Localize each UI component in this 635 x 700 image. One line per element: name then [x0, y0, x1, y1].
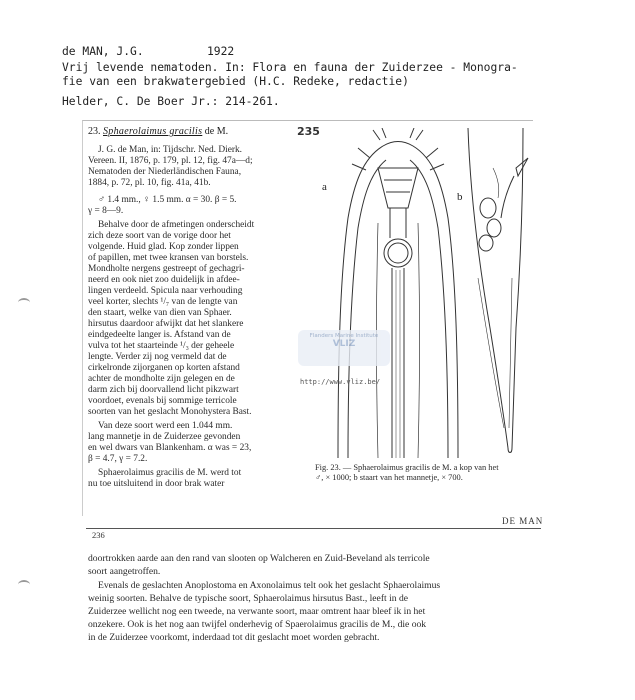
watermark-url: http://www.vliz.be/ [300, 378, 381, 386]
foot-text-line: weinig soorten. Behalve de typische soort, Sphaerolaimus hirsutus Bast., leeft in de [88, 593, 408, 604]
species-author: de M. [204, 126, 229, 137]
species-number: 23. [88, 126, 101, 137]
reference-line: 1884, p. 72, pl. 10, fig. 41a, 41b. [88, 178, 211, 188]
body-text-line: lang mannetje in de Zuiderzee gevonden [88, 432, 241, 442]
body-text-line: Van deze soort werd een 1.044 mm. [98, 421, 233, 431]
foot-text-line: Evenals de geslachten Anoplostoma en Axonolaimus telt ook het geslacht Sphaerolaimus [98, 580, 441, 591]
foot-text-line: doortrokken aarde aan den rand van slooten op Walcheren en Zuid-Beveland als terricole [88, 553, 430, 564]
body-text-line: voordoet, evenals bij sommige terricole [88, 396, 237, 406]
body-text-line: of papillen, met twee kransen van borstels. [88, 253, 249, 263]
foot-text-line: in de Zuiderzee voorkomt, inderdaad tot dit geslacht moet worden gebracht. [88, 632, 380, 643]
reference-line: J. G. de Man, in: Tijdschr. Ned. Dierk. [98, 145, 243, 155]
watermark-logo-text: VLIZ [332, 339, 356, 349]
card-publisher-line: Helder, C. De Boer Jr.: 214-261. [62, 95, 280, 108]
body-text-line: lengte. Verder zij nog vermeld dat de [88, 352, 227, 362]
body-text-line: veel korter, slechts ¹/₇ van de lengte van [88, 297, 238, 307]
body-text-line: Sphaerolaimus gracilis de M. werd tot [98, 468, 242, 478]
species-name: Sphaerolaimus gracilis [103, 126, 203, 137]
figure-caption-line: Fig. 23. — Sphaerolaimus gracilis de M. a kop van het [315, 463, 499, 472]
body-text-line: nu toe uitsluitend in door brak water [88, 479, 225, 489]
species-heading [88, 126, 228, 137]
figure-caption-line: ♂, × 1000; b staart van het mannetje, × 700. [315, 473, 463, 482]
body-text-line: Mondholte nergens gestreept of gechagri- [88, 264, 245, 274]
page-rule [86, 528, 541, 529]
page-number: 236 [92, 530, 105, 540]
punch-hole [18, 298, 30, 307]
handwritten-page-number: 235 [297, 125, 320, 138]
watermark-text: Flanders Marine Institute [309, 333, 379, 339]
body-text-line: β = 4.7, γ = 7.2. [88, 454, 148, 464]
body-text-line: volgende. Huid glad. Kop zonder lippen [88, 242, 239, 252]
card-author: de MAN, J.G. [62, 45, 144, 58]
card-year: 1922 [207, 45, 235, 58]
foot-text-line: onzekere. Ook is het nog aan twijfel onderhevig of Spaerolaimus gracilis de M., die ook [88, 619, 427, 630]
figure-label-b: b [457, 191, 463, 203]
card-title-line: Vrij levende nematoden. In: Flora en fauna der Zuiderzee - Monogra- [62, 61, 518, 74]
card-title-line: fie van een brakwatergebied (H.C. Redeke, redactie) [62, 75, 409, 88]
measurement-line: γ = 8—9. [88, 206, 124, 216]
body-text-line: zich deze soort van de vorige door het [88, 231, 231, 241]
body-text-line: neerd en ook niet zoo duidelijk in afdee- [88, 275, 240, 285]
body-text-line: en wel dwars van Blankenham. α was = 23, [88, 443, 252, 453]
figure-label-a: a [322, 181, 327, 193]
nematode-drawing [318, 128, 538, 463]
body-text-line: Behalve door de afmetingen onderscheidt [98, 220, 255, 230]
reference-line: Vereen. II, 1876, p. 179, pl. 12, fig. 47a—d; [88, 156, 253, 166]
body-text-line: vulva tot het staarteinde ¹/₃ der geheele [88, 341, 235, 351]
reference-line: Nematoden der Niederländischen Fauna, [88, 167, 242, 177]
body-text-line: hirsutus daardoor afwijkt dat het slankere [88, 319, 244, 329]
foot-text-line: Zuiderzee wellicht nog een tweede, na verwante soort, maar omtrent haar bleef ik in het [88, 606, 426, 617]
measurement-line: ♂ 1.4 mm., ♀ 1.5 mm. α = 30. β = 5. [98, 195, 237, 205]
vliz-watermark [298, 330, 390, 366]
body-text-line: cirkelronde zijorganen op korten afstand [88, 363, 240, 373]
foot-text-line: soort aangetroffen. [88, 566, 161, 577]
body-text-line: lingen verdeeld. Spicula naar verhouding [88, 286, 243, 296]
running-head: DE MAN [502, 516, 544, 526]
nematode-figure [318, 128, 538, 463]
body-text-line: eindgedeelte langer is. Afstand van de [88, 330, 231, 340]
body-text-line: den staart, welke van dien van Sphaer. [88, 308, 232, 318]
punch-hole [18, 580, 30, 589]
body-text-line: soorten van het geslacht Monohystera Bast. [88, 407, 252, 417]
body-text-line: achter de mondholte zijn gelegen en de [88, 374, 235, 384]
body-text-line: darm zich bij doorvallend licht pikzwart [88, 385, 239, 395]
